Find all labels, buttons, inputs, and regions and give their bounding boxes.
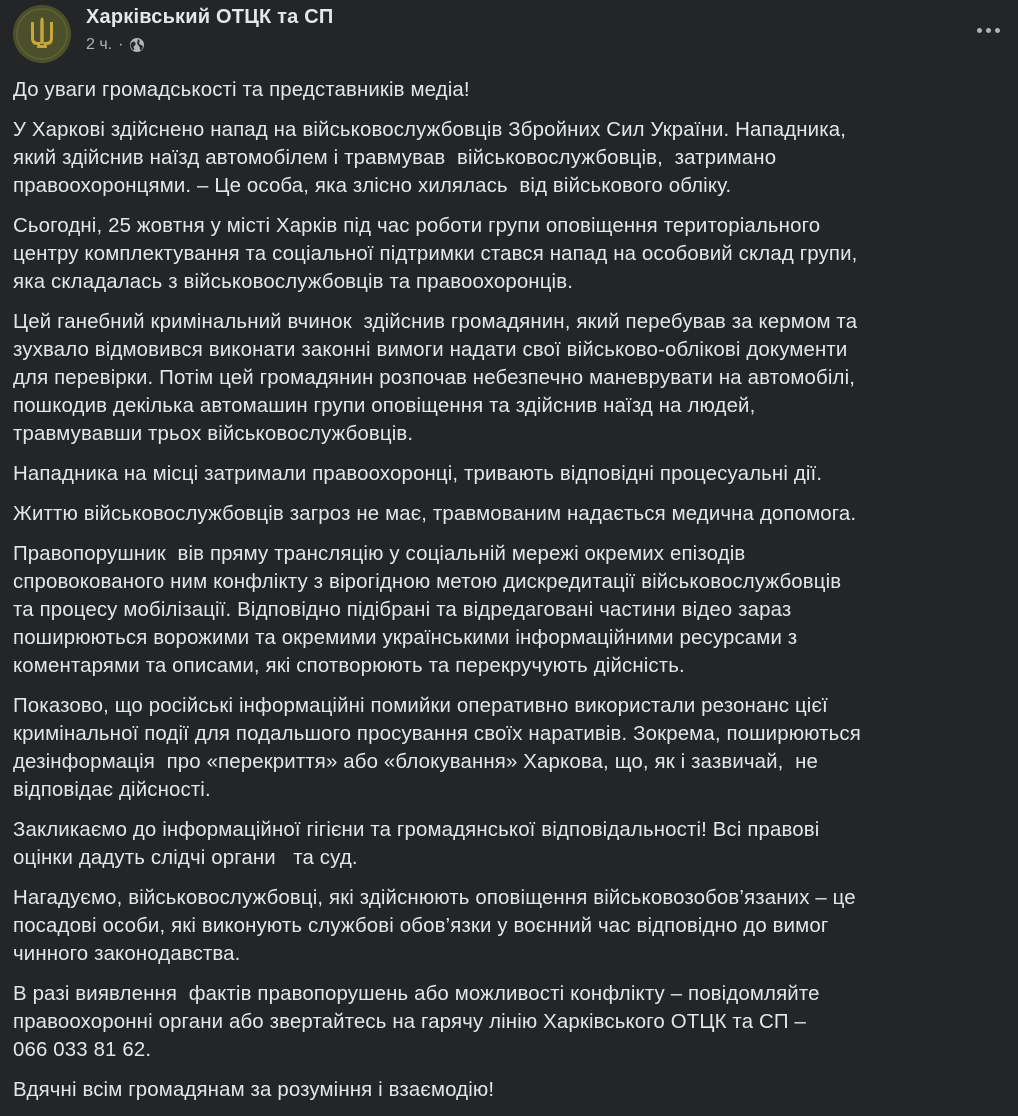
post-time[interactable]: 2 ч. bbox=[86, 36, 113, 53]
more-horizontal-icon-dot bbox=[977, 28, 982, 33]
post-paragraph: Нагадуємо, військовослужбовці, які здійснюють оповіщення військовозобов’язаних – це посадові особи, які виконують службові обов’язки у воєнний час відповідно до вимог чинного законодавства. bbox=[13, 887, 856, 965]
post-paragraph: В разі виявлення фактів правопорушень або можливості конфлікту – повідомляйте правоохоронні органи або звертайтесь на гарячу лінію Харківського ОТЦК та СП – 066 033 81 62. bbox=[13, 983, 820, 1061]
post-paragraph: Закликаємо до інформаційної гігієни та громадянської відповідальності! Всі правові оцінки дадуть слідчі органи та суд. bbox=[13, 819, 820, 869]
post-paragraph: Нападника на місці затримали правоохоронці, тривають відповідні процесуальні дії. bbox=[13, 463, 823, 485]
post-paragraph: Показово, що російські інформаційні помийки оперативно використали резонанс цієї кримінальної події для подальшого просування своїх наративів. Зокрема, поширюються дезінформація про «перекриття» або «блокування» Харкова, що, як і зазвичай, не відповідає дійсності. bbox=[13, 695, 861, 801]
meta-separator: · bbox=[118, 36, 124, 53]
post-paragraph: До уваги громадськості та представників медіа! bbox=[13, 79, 470, 101]
post-header bbox=[0, 0, 1018, 70]
post-paragraph: У Харкові здійснено напад на військовослужбовців Збройних Сил України. Нападника, який здійснив наїзд автомобілем і травмував військовослужбовців, затримано правоохоронцями. – Це особа, яка злісно хилялась від військового обліку. bbox=[13, 119, 847, 197]
post-meta bbox=[86, 36, 145, 54]
globe-icon[interactable] bbox=[129, 37, 145, 53]
post-paragraph: Сьогодні, 25 жовтня у місті Харків під час роботи групи оповіщення територіального центру комплектування та соціальної підтримки стався напад на особовий склад групи, яка складалась з військовослужбовців та правоохоронців. bbox=[13, 215, 858, 293]
trident-emblem-icon bbox=[13, 5, 71, 63]
post-body bbox=[13, 76, 1013, 1116]
more-horizontal-icon-dot bbox=[995, 28, 1000, 33]
author-name[interactable]: Харківський ОТЦК та СП bbox=[86, 6, 334, 28]
more-horizontal-icon-dot bbox=[986, 28, 991, 33]
post-paragraph: Правопорушник вів пряму трансляцію у соціальній мережі окремих епізодів спровокованого ним конфлікту з вірогідною метою дискредитації військовослужбовців та процесу мобілізації. Відповідно підібрані та відредаговані частини відео зараз поширюються ворожими та окремими українськими інформаційними ресурсами з коментарями та описами, які спотворюють та перекручують дійсність. bbox=[13, 543, 842, 677]
post-paragraph: Цей ганебний кримінальний вчинок здійснив громадянин, який перебував за кермом та зухвало відмовився виконати законні вимоги надати свої військово-облікові документи для перевірки. Потім цей громадянин розпочав небезпечно маневрувати на автомобілі, пошкодив декілька автомашин групи оповіщення та здійснив наїзд на людей, травмувавши трьох військовослужбовців. bbox=[13, 311, 858, 445]
post-paragraph: Життю військовослужбовців загроз не має, травмованим надається медична допомога. bbox=[13, 503, 857, 525]
post-paragraph: Вдячні всім громадянам за розуміння і взаємодію! bbox=[13, 1079, 495, 1101]
avatar[interactable] bbox=[13, 5, 71, 63]
more-options-button[interactable] bbox=[972, 18, 1004, 42]
